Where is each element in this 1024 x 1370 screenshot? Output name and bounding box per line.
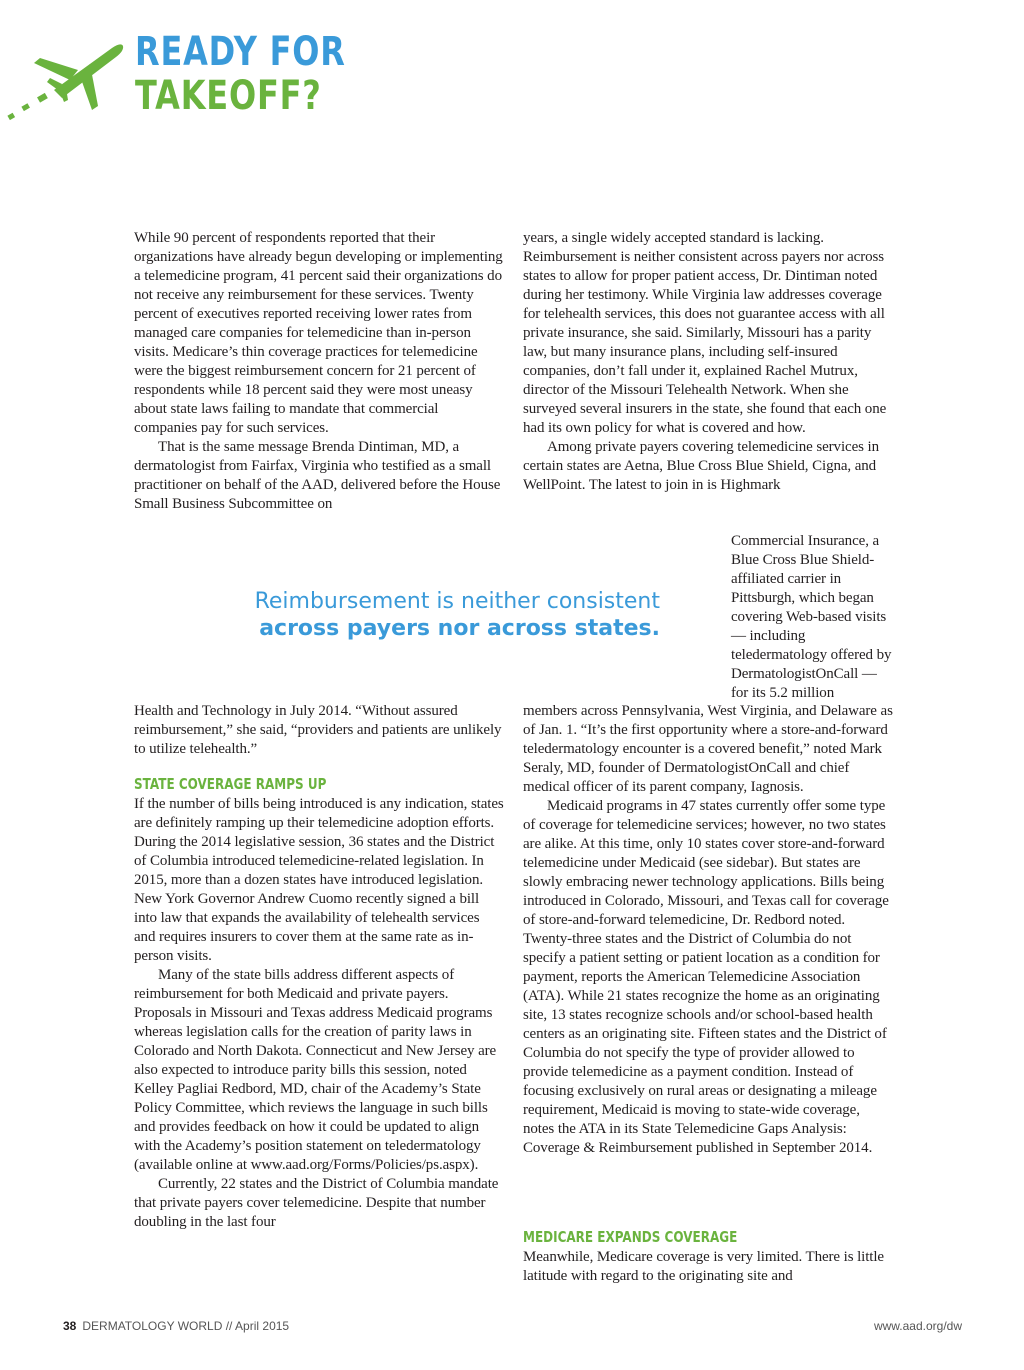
column-2-top (523, 229, 893, 495)
paragraph: Among private payers covering telemedicine services in certain states are Aetna, Blue Cross Blue Shield, Cigna, and WellPoint. The latest to join in is Highmark (523, 439, 879, 493)
paragraph: years, a single widely accepted standard is lacking. Reimbursement is neither consistent across payers nor across states to allow for proper patient access, Dr. Dintiman noted during her testimony. While Virginia law addresses coverage for telehealth services, this does not guarantee access with all private insurance, she said. Similarly, Missouri has a parity law, but many insurance plans, including self-insured companies, don’t fall under it, explained Rachel Mutrux, director of the Missouri Telehealth Network. When she surveyed several insurers in the state, she found that each one had its own policy for what is covered and how. (523, 230, 887, 436)
section-heading-state-coverage: STATE COVERAGE RAMPS UP (134, 775, 327, 793)
column-1-top (134, 229, 504, 514)
paragraph: If the number of bills being introduced is any indication, states are definitely ramping up their telemedicine adoption efforts. During the 2014 legislative session, 36 states and the District of Columbia introduced telemedicine-related legislation. In 2015, more than a dozen states have introduced legislation. New York Governor Andrew Cuomo recently signed a bill into law that expands the availability of telehealth services and requires insurers to cover them at the same rate as in-person visits. (134, 796, 504, 964)
paragraph: Meanwhile, Medicare coverage is very limited. There is little latitude with regard to the originating site and (523, 1249, 884, 1284)
publication-name: DERMATOLOGY WORLD // April 2015 (82, 1319, 290, 1333)
column-2-narrow (731, 532, 893, 703)
paragraph: Commercial Insurance, a Blue Cross Blue Shield-affiliated carrier in Pittsburgh, which began covering Web-based visits — including teledermatology offered by DermatologistOnCall — for its 5.2 million (731, 533, 892, 701)
pull-quote-line-1: Reimbursement is neither consistent (254, 589, 660, 614)
footer-left (63, 1319, 289, 1333)
paragraph: Many of the state bills address different aspects of reimbursement for both Medicaid and private payers. Proposals in Missouri and Texas address Medicaid programs whereas legislation calls for the creation of parity laws in Colorado and North Dakota. Connecticut and New Jersey are also expected to introduce parity bills this session, noted Kelley Pagliai Redbord, MD, chair of the Academy’s State Policy Committee, which reviews the language in such bills and provides feedback on how it could be updated to align with the Academy’s position statement on teledermatology (available online at www.aad.org/Forms/Policies/ps.aspx). (134, 967, 497, 1173)
column-2-bottom (523, 702, 893, 1158)
page-title (135, 30, 346, 118)
title-line-1: READY FOR (135, 29, 346, 75)
paragraph: While 90 percent of respondents reported that their organizations have already begun developing or implementing a telemedicine program, 41 percent said their organizations do not receive any reimbursement for these services. Twenty percent of executives reported receiving lower rates from managed care companies for telemedicine than in-person visits. Medicare’s thin coverage practices for telemedicine were the biggest reimbursement concern for 21 percent of respondents while 18 percent said they were most uneasy about state laws failing to mandate that commercial companies pay for such services. (134, 230, 503, 436)
pull-quote-line-2: across payers nor across states. (259, 616, 660, 641)
section-heading-medicare: MEDICARE EXPANDS COVERAGE (523, 1228, 738, 1246)
airplane-icon (4, 34, 126, 122)
column-2-section (523, 1248, 893, 1286)
column-1-bottom (134, 702, 504, 759)
title-line-2: TAKEOFF? (135, 73, 322, 119)
paragraph: Currently, 22 states and the District of Columbia mandate that private payers cover telemedicine. Despite that number doubling in the last four (134, 1176, 499, 1230)
footer-url[interactable]: www.aad.org/dw (873, 1319, 962, 1333)
pull-quote (200, 588, 660, 642)
paragraph: Medicaid programs in 47 states currently offer some type of coverage for telemedicine services; however, no two states are alike. At this time, only 10 states cover store-and-forward telemedicine under Medicaid (see sidebar). But states are slowly embracing newer technology applications. Bills being introduced in Colorado, Missouri, and Texas call for coverage of store-and-forward telemedicine, Dr. Redbord noted. Twenty-three states and the District of Columbia do not specify a patient setting or patient location as a condition for payment, reports the American Telemedicine Association (ATA). While 21 states recognize the home as an originating site, 13 states recognize schools and/or school-based health centers as an originating site. Fifteen states and the District of Columbia do not specify the type of provider allowed to provide telemedicine as a payment condition. Instead of focusing exclusively on rural areas or designating a mileage requirement, Medicaid is moving to state-wide coverage, notes the ATA in its State Telemedicine Gaps Analysis: Coverage & Reimbursement published in September 2014. (523, 798, 889, 1156)
paragraph: Health and Technology in July 2014. “Without assured reimbursement,” she said, “providers and patients are unlikely to utilize telehealth.” (134, 703, 502, 757)
paragraph: That is the same message Brenda Dintiman, MD, a dermatologist from Fairfax, Virginia who testified as a small practitioner on behalf of the AAD, delivered before the House Small Business Subcommittee on (134, 439, 501, 512)
page-number: 38 (63, 1319, 77, 1333)
column-1-section (134, 795, 504, 1232)
paragraph: members across Pennsylvania, West Virginia, and Delaware as of Jan. 1. “It’s the first opportunity where a store-and-forward teledermatology encounter is a covered benefit,” noted Mark Seraly, MD, founder of DermatologistOnCall and chief medical officer of its parent company, Iagnosis. (523, 703, 893, 795)
